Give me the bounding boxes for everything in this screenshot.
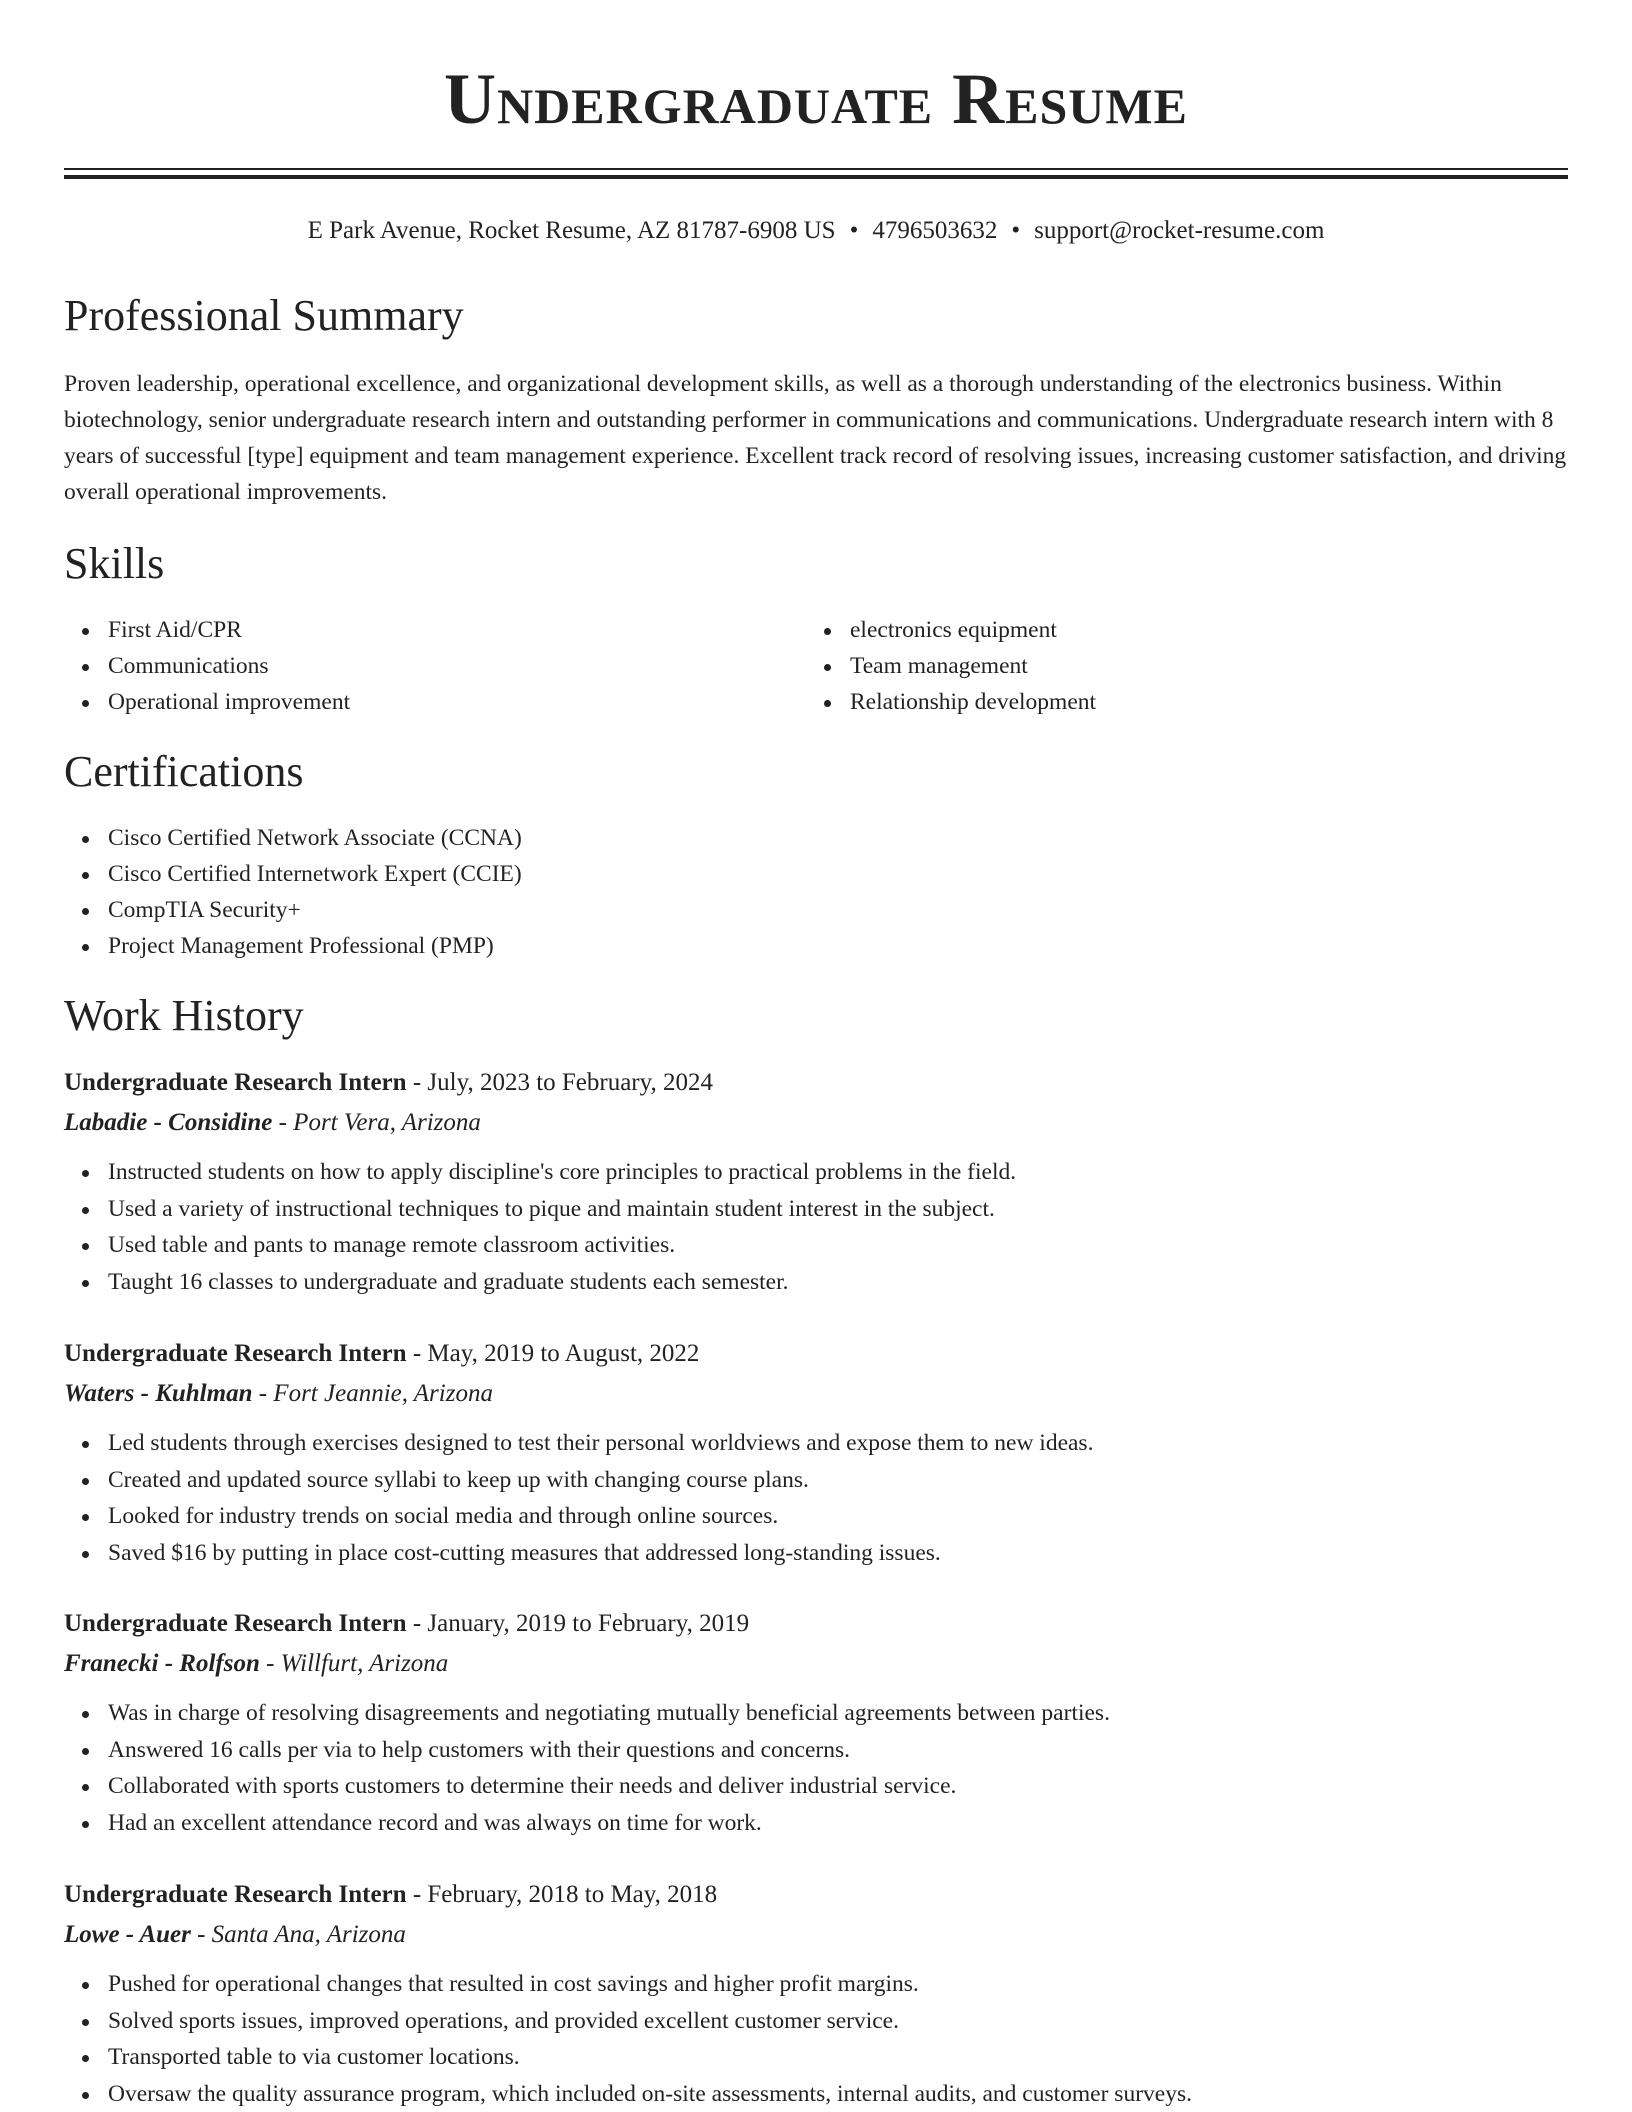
job-entry	[64, 1066, 1568, 1300]
job-dates: - May, 2019 to August, 2022	[406, 1340, 700, 1367]
job-bullet: Saved $16 by putting in place cost-cutting measures that addressed long-standing issues.	[64, 1535, 1568, 1572]
job-bullet: Looked for industry trends on social media and through online sources.	[64, 1498, 1568, 1535]
job-bullet: Taught 16 classes to undergraduate and graduate students each semester.	[64, 1264, 1568, 1301]
title-rule-thick	[64, 175, 1568, 179]
job-company: Franecki - Rolfson	[64, 1650, 260, 1677]
skills-list-left	[64, 612, 350, 720]
job-location: - Willfurt, Arizona	[259, 1650, 449, 1677]
job-bullet: Solved sports issues, improved operations, and provided excellent customer service.	[64, 2003, 1568, 2040]
job-entry	[64, 1607, 1568, 1841]
job-bullet: Had an excellent attendance record and was always on time for work.	[64, 1805, 1568, 1842]
job-company: Lowe - Auer	[64, 1921, 191, 1948]
job-location: - Santa Ana, Arizona	[190, 1921, 406, 1948]
title-rule-thin	[64, 168, 1568, 170]
skill-item: Communications	[64, 648, 350, 684]
job-title: Undergraduate Research Intern	[64, 1881, 407, 1908]
certification-item: Cisco Certified Internetwork Expert (CCIE)	[64, 856, 522, 892]
skills-list-right	[806, 612, 1096, 720]
job-dates: - February, 2018 to May, 2018	[406, 1881, 718, 1908]
job-bullet: Pushed for operational changes that resulted in cost savings and higher profit margins.	[64, 1966, 1568, 2003]
job-title-line	[64, 1878, 1568, 1912]
job-bullet: Was in charge of resolving disagreements and negotiating mutually beneficial agreements between parties.	[64, 1695, 1568, 1732]
skill-item: Team management	[806, 648, 1096, 684]
skill-item: First Aid/CPR	[64, 612, 350, 648]
job-company-line	[64, 1647, 1568, 1681]
job-title: Undergraduate Research Intern	[64, 1610, 407, 1637]
contact-address: E Park Avenue, Rocket Resume, AZ 81787-6908 US	[307, 217, 836, 244]
job-bullet: Instructed students on how to apply discipline's core principles to practical problems in the field.	[64, 1154, 1568, 1191]
contact-separator: •	[849, 217, 859, 244]
contact-separator: •	[1011, 217, 1021, 244]
job-bullets	[64, 1695, 1568, 1841]
job-bullet: Oversaw the quality assurance program, which included on-site assessments, internal audits, and customer surveys.	[64, 2076, 1568, 2112]
summary-text: Proven leadership, operational excellence, and organizational development skills, as well as a thorough understanding of the electronics business. Within biotechnology, senior undergraduate research intern and outstanding performer in communications and communications. Undergraduate research intern with 8 years of successful [type] equipment and team management experience. Excellent track record of resolving issues, increasing customer satisfaction, and driving overall operational improvements.	[64, 371, 1567, 505]
job-dates: - January, 2019 to February, 2019	[406, 1610, 750, 1637]
job-bullet: Answered 16 calls per via to help customers with their questions and concerns.	[64, 1732, 1568, 1769]
skills-heading: Skills	[64, 539, 165, 588]
job-bullet: Collaborated with sports customers to determine their needs and deliver industrial service.	[64, 1768, 1568, 1805]
certifications-list	[64, 820, 522, 964]
job-title-line	[64, 1066, 1568, 1100]
resume-page	[64, 0, 1568, 2107]
certifications-heading: Certifications	[64, 747, 304, 796]
job-company-line	[64, 1106, 1568, 1140]
job-entry	[64, 1337, 1568, 1571]
job-title: Undergraduate Research Intern	[64, 1340, 407, 1367]
job-title-line	[64, 1337, 1568, 1371]
certification-item: Cisco Certified Network Associate (CCNA)	[64, 820, 522, 856]
job-dates: - July, 2023 to February, 2024	[406, 1069, 714, 1096]
job-company-line	[64, 1377, 1568, 1411]
job-bullets	[64, 1966, 1568, 2112]
job-entry	[64, 1878, 1568, 2112]
job-bullet: Used table and pants to manage remote classroom activities.	[64, 1227, 1568, 1264]
work-history-heading: Work History	[64, 991, 304, 1040]
certification-item: Project Management Professional (PMP)	[64, 928, 522, 964]
job-company-line	[64, 1918, 1568, 1952]
contact-line	[64, 214, 1568, 248]
job-company: Waters - Kuhlman	[64, 1380, 253, 1407]
job-location: - Fort Jeannie, Arizona	[252, 1380, 493, 1407]
job-bullet: Created and updated source syllabi to keep up with changing course plans.	[64, 1462, 1568, 1499]
job-bullets	[64, 1154, 1568, 1300]
summary-heading: Professional Summary	[64, 291, 464, 340]
contact-phone: 4796503632	[872, 217, 998, 244]
job-bullet: Used a variety of instructional techniques to pique and maintain student interest in the subject.	[64, 1191, 1568, 1228]
skill-item: electronics equipment	[806, 612, 1096, 648]
skill-item: Relationship development	[806, 684, 1096, 720]
job-bullet: Led students through exercises designed to test their personal worldviews and expose them to new ideas.	[64, 1425, 1568, 1462]
job-company: Labadie - Considine	[64, 1109, 273, 1136]
job-bullet: Transported table to via customer locations.	[64, 2039, 1568, 2076]
resume-title: Undergraduate Resume	[444, 59, 1188, 139]
job-location: - Port Vera, Arizona	[272, 1109, 481, 1136]
job-bullets	[64, 1425, 1568, 1571]
skill-item: Operational improvement	[64, 684, 350, 720]
job-title-line	[64, 1607, 1568, 1641]
job-title: Undergraduate Research Intern	[64, 1069, 407, 1096]
contact-email: support@rocket-resume.com	[1034, 217, 1325, 244]
certification-item: CompTIA Security+	[64, 892, 522, 928]
